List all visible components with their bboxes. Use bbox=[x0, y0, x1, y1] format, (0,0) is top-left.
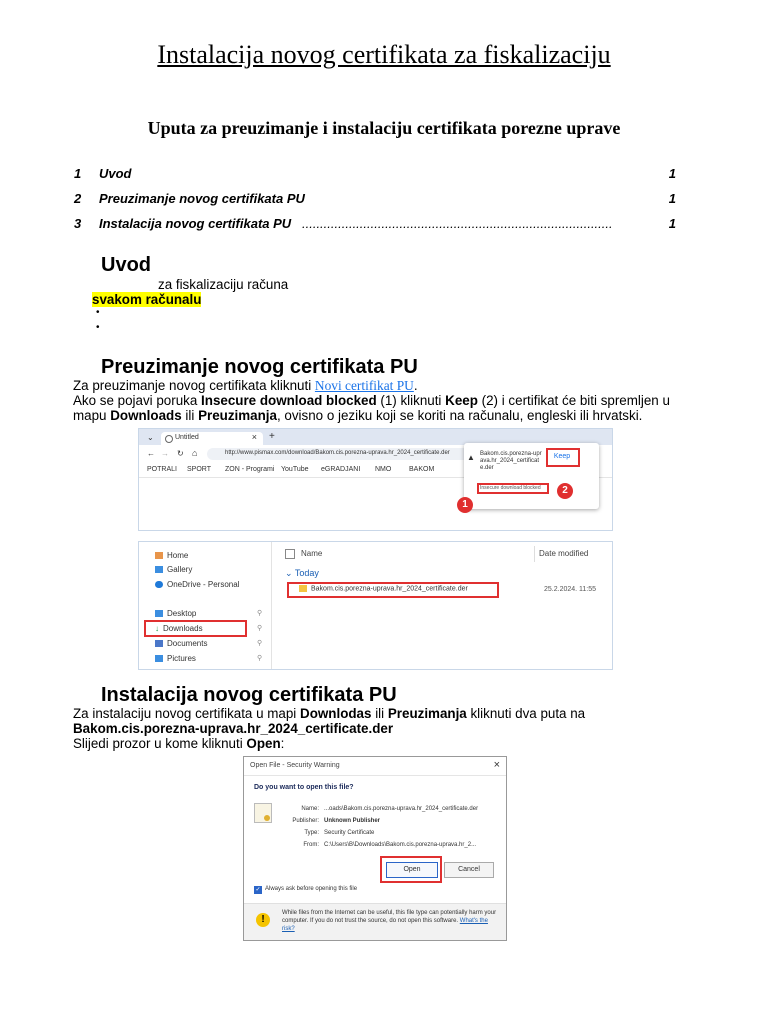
bookmark-item[interactable]: BAKOM bbox=[409, 466, 435, 473]
home-icon bbox=[155, 552, 163, 559]
warning-icon: ! bbox=[256, 913, 270, 927]
new-tab-icon[interactable]: + bbox=[269, 431, 275, 442]
cancel-button[interactable]: Cancel bbox=[444, 862, 494, 878]
sidebar-label: Downloads bbox=[163, 624, 203, 633]
sidebar-item-gallery[interactable] bbox=[155, 565, 192, 574]
preuzimanje-paragraph bbox=[73, 378, 673, 423]
uvod-highlight bbox=[92, 292, 201, 307]
value-publisher: Unknown Publisher bbox=[324, 818, 381, 824]
tab-title: Untitled bbox=[175, 434, 199, 441]
toc-entry-2[interactable] bbox=[74, 191, 676, 207]
bullet-2: • bbox=[96, 322, 100, 333]
explorer-sidebar bbox=[139, 542, 272, 669]
bold-text: Preuzimanja bbox=[198, 408, 277, 423]
preuzimanje-line-2 bbox=[73, 393, 673, 408]
desktop-icon bbox=[155, 610, 163, 617]
select-all-checkbox[interactable] bbox=[285, 549, 295, 559]
chevron-down-icon[interactable]: ⌄ bbox=[147, 433, 154, 442]
bold-text: Open bbox=[246, 736, 281, 751]
download-file-name: Bakom.cis.porezna-uprava.hr_2024_certificate.der bbox=[480, 451, 542, 471]
cloud-icon bbox=[155, 581, 163, 588]
text: Za instalaciju novog certifikata u mapi bbox=[73, 706, 297, 721]
sidebar-label: Home bbox=[167, 551, 189, 560]
bullet-1: • bbox=[96, 307, 100, 318]
group-label: Today bbox=[294, 568, 319, 578]
risk-link[interactable]: What's the risk? bbox=[282, 918, 488, 932]
pin-icon: ⚲ bbox=[257, 610, 263, 617]
value-type: Security Certificate bbox=[324, 830, 375, 836]
text: ili bbox=[185, 408, 195, 423]
browser-tab[interactable] bbox=[161, 432, 263, 445]
text: : bbox=[280, 736, 285, 751]
chevron-down-icon: ⌄ bbox=[285, 568, 295, 578]
instalacija-line-2 bbox=[73, 721, 673, 736]
bookmark-item[interactable]: ZON - Programi bbox=[225, 466, 275, 473]
sidebar-item-pictures[interactable] bbox=[155, 654, 196, 663]
group-header-today[interactable] bbox=[285, 568, 319, 579]
explorer-screenshot bbox=[138, 541, 613, 670]
toc-page: 1 bbox=[668, 191, 676, 206]
text: Za preuzimanje novog certifikata kliknuti bbox=[73, 378, 312, 393]
text: ili bbox=[375, 706, 385, 721]
pin-icon: ⚲ bbox=[257, 625, 263, 632]
toc-text: Preuzimanje novog certifikata PU bbox=[99, 191, 305, 206]
bold-text: Insecure download blocked bbox=[201, 393, 377, 408]
pictures-icon bbox=[155, 655, 163, 662]
always-ask-label: Always ask before opening this file bbox=[265, 886, 358, 892]
step-badge-2: 2 bbox=[557, 483, 573, 499]
value-from: C:\Users\B\Downloads\Bakom.cis.porezna-uprava.hr_2... bbox=[324, 842, 477, 848]
sidebar-item-onedrive[interactable] bbox=[155, 580, 239, 589]
document-subtitle: Uputa za preuzimanje i instalaciju certifikata porezne uprave bbox=[147, 118, 621, 138]
bookmark-item[interactable]: NMO bbox=[375, 466, 392, 473]
open-button[interactable]: Open bbox=[386, 862, 438, 878]
documents-icon bbox=[155, 640, 163, 647]
toc-number: 2 bbox=[74, 191, 82, 206]
bookmark-item[interactable]: SPORT bbox=[187, 466, 211, 473]
text: (1) kliknuti bbox=[380, 393, 442, 408]
toc-text: Uvod bbox=[99, 166, 132, 181]
toc-entry-3[interactable] bbox=[74, 216, 676, 232]
document-title: Instalacija novog certifikata za fiskalizaciju bbox=[157, 40, 611, 69]
toc-page: 1 bbox=[668, 166, 676, 181]
file-date: 25.2.2024. 11:55 bbox=[544, 586, 597, 593]
sidebar-label: Pictures bbox=[167, 654, 196, 663]
pin-icon: ⚲ bbox=[257, 655, 263, 662]
downloads-highlight bbox=[144, 620, 247, 637]
dialog-close-icon[interactable]: × bbox=[493, 759, 500, 771]
highlighted-text: svakom računalu bbox=[92, 292, 202, 307]
globe-icon bbox=[165, 435, 173, 443]
toc-number: 3 bbox=[74, 216, 82, 231]
toc-text: Instalacija novog certifikata PU bbox=[99, 216, 292, 231]
text: mapu bbox=[73, 408, 107, 423]
sidebar-item-documents[interactable] bbox=[155, 639, 207, 648]
reload-icon[interactable]: ↻ bbox=[177, 449, 184, 458]
text: kliknuti dva puta na bbox=[470, 706, 586, 721]
bold-text: Keep bbox=[445, 393, 478, 408]
warning-icon: ▲ bbox=[467, 453, 475, 462]
bold-text: Downloads bbox=[110, 408, 182, 423]
forward-icon[interactable]: → bbox=[161, 449, 169, 458]
sidebar-label: Documents bbox=[167, 639, 208, 648]
toc-entry-1[interactable] bbox=[74, 166, 676, 182]
certificate-icon bbox=[254, 803, 272, 823]
preuzimanje-line-1 bbox=[73, 378, 673, 393]
uvod-text: za fiskalizaciju računa bbox=[158, 277, 289, 292]
section-heading-uvod: Uvod bbox=[101, 254, 151, 276]
url-text: http://www.pismax.com/download/Bakom.cis.porezna-uprava.hr_2024_certificate.der bbox=[225, 450, 450, 456]
file-highlight bbox=[287, 582, 499, 598]
toc-page: 1 bbox=[668, 216, 676, 231]
label-from: From: bbox=[303, 842, 319, 848]
toc-dots: ...................................................................................... bbox=[302, 216, 613, 231]
text: , ovisno o jeziku koji se koriti na računalu, engleski ili hrvatski. bbox=[276, 408, 643, 423]
sidebar-label: Gallery bbox=[167, 565, 193, 574]
sidebar-item-desktop[interactable] bbox=[155, 609, 196, 618]
value-name: ...oads\Bakom.cis.porezna-uprava.hr_2024_certificate.der bbox=[324, 806, 479, 812]
dialog-warning-footer bbox=[244, 903, 506, 941]
download-arrow-icon: ↓ bbox=[155, 624, 159, 633]
security-warning-dialog bbox=[243, 756, 507, 941]
section-heading-instalacija: Instalacija novog certifikata PU bbox=[101, 684, 397, 706]
dialog-question: Do you want to open this file? bbox=[254, 784, 354, 791]
bold-text: Bakom.cis.porezna-uprava.hr_2024_certificate.der bbox=[73, 721, 394, 736]
gallery-icon bbox=[155, 566, 163, 573]
bookmark-item[interactable]: eGRADJANI bbox=[321, 466, 361, 473]
file-info-values bbox=[324, 803, 504, 851]
browser-screenshot bbox=[138, 428, 613, 531]
text: (2) i certifikat će biti spremljen u bbox=[481, 393, 670, 408]
pin-icon: ⚲ bbox=[257, 640, 263, 647]
home-icon[interactable]: ⌂ bbox=[192, 448, 198, 458]
sidebar-label: OneDrive - Personal bbox=[167, 580, 240, 589]
warning-highlight bbox=[477, 483, 549, 494]
bold-text: Downlodas bbox=[300, 706, 372, 721]
section-heading-preuzimanje: Preuzimanje novog certifikata PU bbox=[101, 356, 418, 378]
open-button-highlight bbox=[380, 856, 442, 883]
file-name: Bakom.cis.porezna-uprava.hr_2024_certificate.der bbox=[311, 585, 468, 593]
dialog-title: Open File - Security Warning bbox=[250, 762, 340, 769]
keep-highlight bbox=[546, 448, 580, 467]
step-badge-1: 1 bbox=[457, 497, 473, 513]
label-publisher: Publisher: bbox=[292, 818, 319, 824]
warning-text bbox=[282, 909, 497, 933]
instalacija-line-3 bbox=[73, 736, 673, 751]
column-header-date[interactable]: Date modified bbox=[539, 549, 589, 558]
bookmark-item[interactable]: YouTube bbox=[281, 466, 309, 473]
back-icon[interactable]: ← bbox=[147, 449, 155, 458]
label-type: Type: bbox=[304, 830, 319, 836]
column-header-name[interactable]: Name bbox=[301, 549, 323, 558]
text: Ako se pojavi poruka bbox=[73, 393, 198, 408]
preuzimanje-line-3 bbox=[73, 408, 673, 423]
always-ask-checkbox[interactable]: ✓ bbox=[255, 887, 261, 893]
instalacija-line-1 bbox=[73, 706, 673, 721]
label-name: Name: bbox=[301, 806, 319, 812]
toc-number: 1 bbox=[74, 166, 82, 181]
insecure-warning-text: Insecure download blocked bbox=[480, 485, 541, 491]
instalacija-paragraph bbox=[73, 706, 673, 751]
download-popup bbox=[464, 443, 599, 509]
bold-text: Preuzimanja bbox=[387, 706, 467, 721]
tab-close-icon[interactable]: × bbox=[251, 432, 257, 442]
keep-button[interactable]: Keep bbox=[553, 453, 571, 460]
column-divider bbox=[534, 546, 535, 562]
bookmark-item[interactable]: POTRALI bbox=[147, 466, 177, 473]
text: . bbox=[413, 378, 418, 393]
warning-message: While files from the Internet can be useful, this file type can potentially harm your computer. If you do not trust the source, do not open this software. bbox=[282, 910, 497, 924]
text: Slijedi prozor u kome kliknuti bbox=[73, 736, 243, 751]
sidebar-item-home[interactable] bbox=[155, 551, 188, 560]
dialog-titlebar bbox=[244, 757, 506, 776]
sidebar-label: Desktop bbox=[167, 609, 197, 618]
file-info-labels bbox=[284, 803, 319, 851]
seal-icon bbox=[264, 815, 270, 821]
certificate-download-link[interactable]: Novi certifikat PU bbox=[314, 378, 414, 393]
